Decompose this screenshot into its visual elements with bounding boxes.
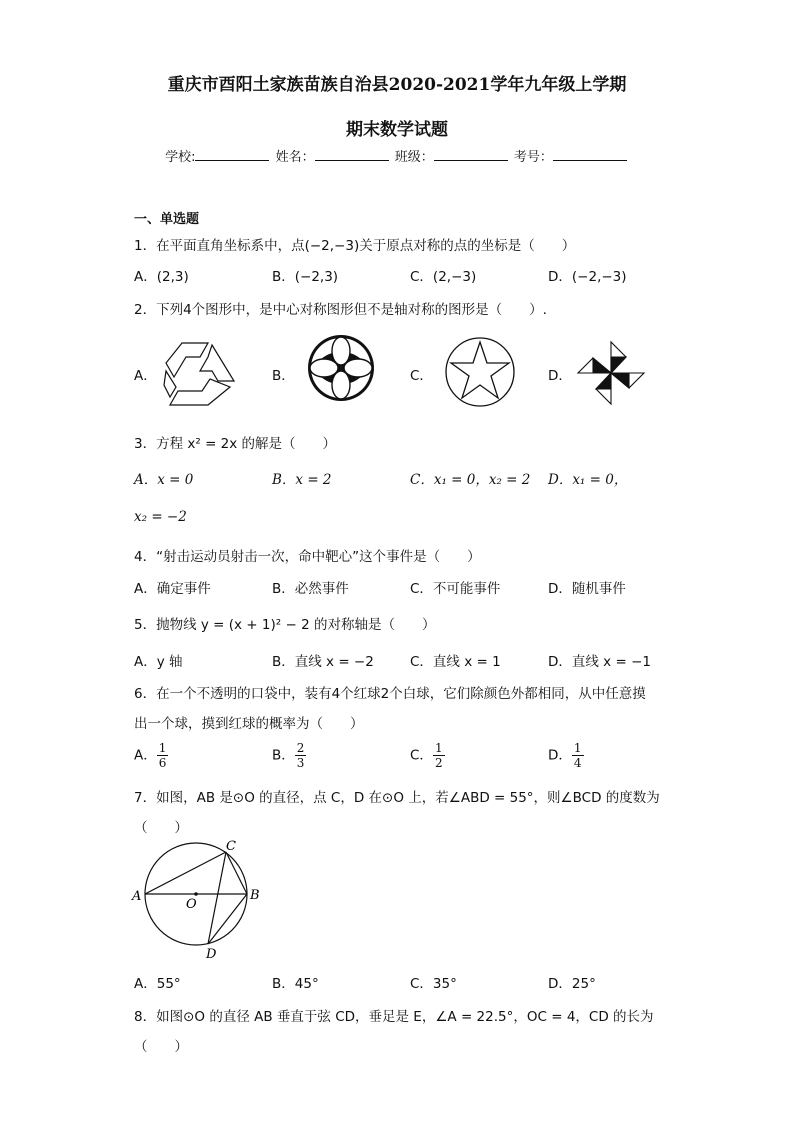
q6-option-d-label: D． <box>548 747 572 764</box>
name-blank[interactable] <box>315 148 389 161</box>
q6-option-b-label: B． <box>272 747 295 764</box>
q7-option-b[interactable]: B．45° <box>272 976 319 992</box>
question-4-stem: 4．“射击运动员射击一次，命中靶心”这个事件是（ ） <box>134 549 481 565</box>
question-8-stem-line2: （ ） <box>134 1039 188 1055</box>
question-8-stem-line1: 8．如图⊙O 的直径 AB 垂直于弦 CD，垂足是 E，∠A = 22.5°，OC = 4，CD 的长为 <box>134 1009 654 1025</box>
exam-title-line1: 重庆市酉阳土家族苗族自治县2020-2021学年九年级上学期 <box>167 75 627 95</box>
q2-option-c[interactable]: C． <box>410 368 433 384</box>
q6-option-d-fraction: $\frac{1}{4}$ <box>573 741 582 770</box>
name-label: 姓名： <box>275 150 315 165</box>
question-5-stem: 5．抛物线 y = (x + 1)² − 2 的对称轴是（ ） <box>134 617 436 633</box>
q1-option-a[interactable]: A．(2,3) <box>134 269 189 285</box>
question-1-stem: 1．在平面直角坐标系中，点(−2,−3)关于原点对称的点的坐标是（ ） <box>134 238 576 254</box>
pinwheel-icon <box>574 338 648 408</box>
q1-option-d[interactable]: D．(−2,−3) <box>548 269 627 285</box>
label-b: B <box>250 888 260 903</box>
label-a: A <box>132 889 142 904</box>
school-blank[interactable] <box>195 148 269 161</box>
q4-option-a[interactable]: A．确定事件 <box>134 581 211 597</box>
q6-option-b[interactable] <box>272 741 306 770</box>
q6-option-a-fraction: $\frac{1}{6}$ <box>158 741 167 770</box>
class-blank[interactable] <box>434 148 508 161</box>
school-label: 学校: <box>165 150 196 165</box>
q3-option-d-continued: x₂ = −2 <box>134 509 187 525</box>
q3-option-a[interactable]: A．x = 0 <box>134 472 194 488</box>
q4-option-c[interactable]: C．不可能事件 <box>410 581 501 597</box>
q6-option-a-label: A． <box>134 747 157 764</box>
label-o: O <box>186 897 197 912</box>
q1-option-c[interactable]: C．(2,−3) <box>410 269 477 285</box>
star-in-circle-icon <box>441 337 519 407</box>
recycle-triangle-icon <box>162 337 238 409</box>
q6-option-c-fraction: $\frac{1}{2}$ <box>434 741 443 770</box>
question-2-stem: 2．下列4个图形中，是中心对称图形但不是轴对称的图形是（ ）. <box>134 302 547 318</box>
circle-geometry-figure <box>128 838 268 962</box>
q6-option-d[interactable] <box>548 741 584 770</box>
q6-option-b-fraction: $\frac{2}{3}$ <box>296 741 305 770</box>
q7-option-c[interactable]: C．35° <box>410 976 457 992</box>
q4-option-b[interactable]: B．必然事件 <box>272 581 349 597</box>
q3-option-c[interactable]: C．x₁ = 0，x₂ = 2 <box>410 472 531 488</box>
q3-option-d[interactable]: D．x₁ = 0， <box>548 472 628 488</box>
q1-option-b[interactable]: B．(−2,3) <box>272 269 339 285</box>
question-6-stem-line1: 6．在一个不透明的口袋中，装有4个红球2个白球，它们除颜色外都相同，从中任意摸 <box>134 686 646 702</box>
exam-title-line2: 期末数学试题 <box>346 120 448 140</box>
question-6-stem-line2: 出一个球，摸到红球的概率为（ ） <box>134 716 364 732</box>
q7-option-d[interactable]: D．25° <box>548 976 596 992</box>
number-label: 考号： <box>513 150 553 165</box>
section-title: 一、单选题 <box>134 212 200 227</box>
class-label: 班级： <box>394 150 434 165</box>
question-7-stem-line2: （ ） <box>134 820 188 836</box>
label-c: C <box>226 839 236 854</box>
q7-option-a[interactable]: A．55° <box>134 976 181 992</box>
label-d: D <box>206 947 217 962</box>
q5-option-b[interactable]: B．直线 x = −2 <box>272 654 374 670</box>
q3-option-b[interactable]: B．x = 2 <box>272 472 332 488</box>
q2-option-d[interactable]: D． <box>548 368 572 384</box>
number-blank[interactable] <box>553 148 627 161</box>
q5-option-c[interactable]: C．直线 x = 1 <box>410 654 501 670</box>
question-3-stem: 3．方程 x² = 2x 的解是（ ） <box>134 436 337 452</box>
center-point <box>194 892 198 896</box>
question-7-stem-line1: 7．如图，AB 是⊙O 的直径，点 C，D 在⊙O 上，若∠ABD = 55°，则∠BCD 的度数为 <box>134 790 660 806</box>
q2-option-b[interactable]: B． <box>272 368 295 384</box>
circle-petals-icon <box>306 333 376 403</box>
q6-option-c-label: C． <box>410 747 433 764</box>
q6-option-c[interactable] <box>410 741 445 770</box>
q6-option-a[interactable] <box>134 741 168 770</box>
q4-option-d[interactable]: D．随机事件 <box>548 581 626 597</box>
student-info-line <box>0 146 794 165</box>
q5-option-d[interactable]: D．直线 x = −1 <box>548 654 651 670</box>
q2-option-a[interactable]: A． <box>134 368 157 384</box>
q5-option-a[interactable]: A．y 轴 <box>134 654 183 670</box>
